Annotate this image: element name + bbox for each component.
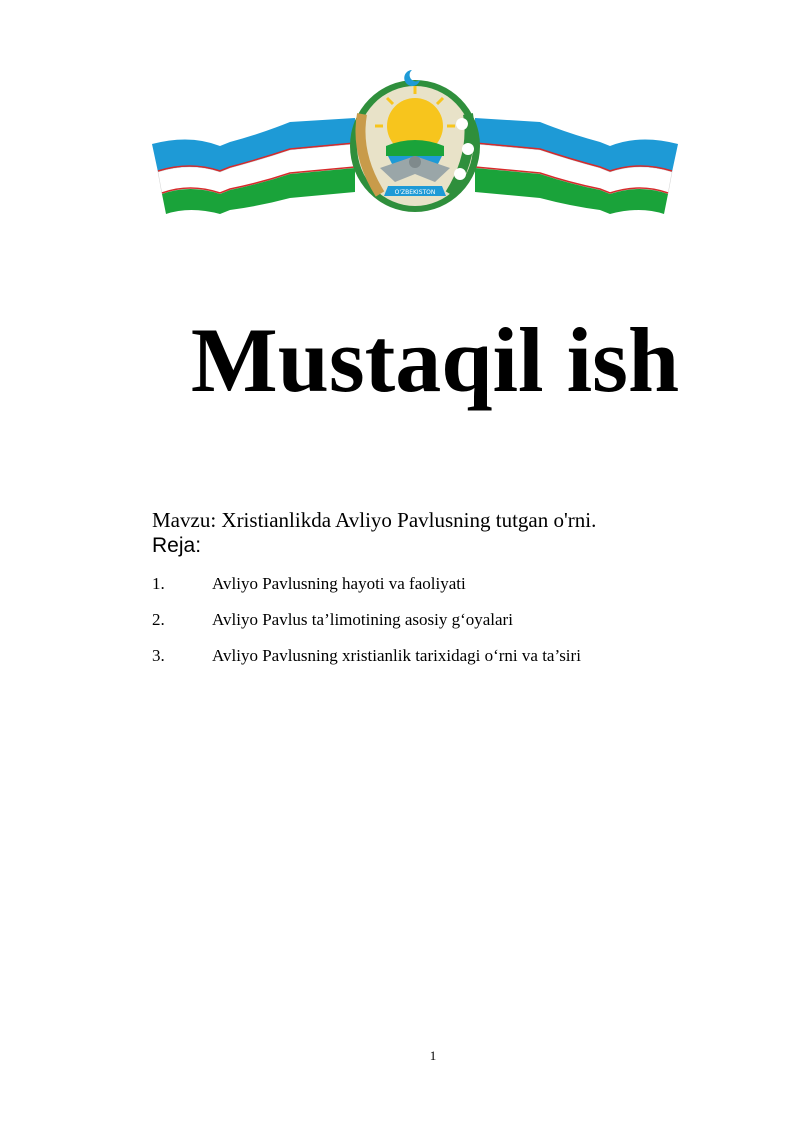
page-number: 1 xyxy=(429,1048,437,1063)
flag-ribbon-right xyxy=(475,118,678,214)
list-item-number: 1. xyxy=(152,574,165,593)
document-title: Mustaqil ish xyxy=(190,309,680,411)
state-emblem-banner xyxy=(150,64,680,214)
list-item xyxy=(152,610,712,646)
list-item-text: Avliyo Pavlus ta’limotining asosiy g‘oyalari xyxy=(212,610,513,629)
emblem-ribbon-label: O'ZBEKISTON xyxy=(394,189,436,196)
list-item-text: Avliyo Pavlusning xristianlik tarixidagi o‘rni va ta’siri xyxy=(212,646,581,665)
flag-ribbon-left xyxy=(152,118,355,214)
plan-list xyxy=(152,574,712,682)
list-item-text: Avliyo Pavlusning hayoti va faoliyati xyxy=(212,574,466,593)
list-item-number: 3. xyxy=(152,646,165,665)
list-item xyxy=(152,646,712,682)
list-item xyxy=(152,574,712,610)
coat-of-arms xyxy=(350,70,480,212)
document-topic: Mavzu: Xristianlikda Avliyo Pavlusning tutgan o'rni. xyxy=(152,508,597,532)
list-item-number: 2. xyxy=(152,610,165,629)
plan-heading: Reja: xyxy=(152,534,202,557)
